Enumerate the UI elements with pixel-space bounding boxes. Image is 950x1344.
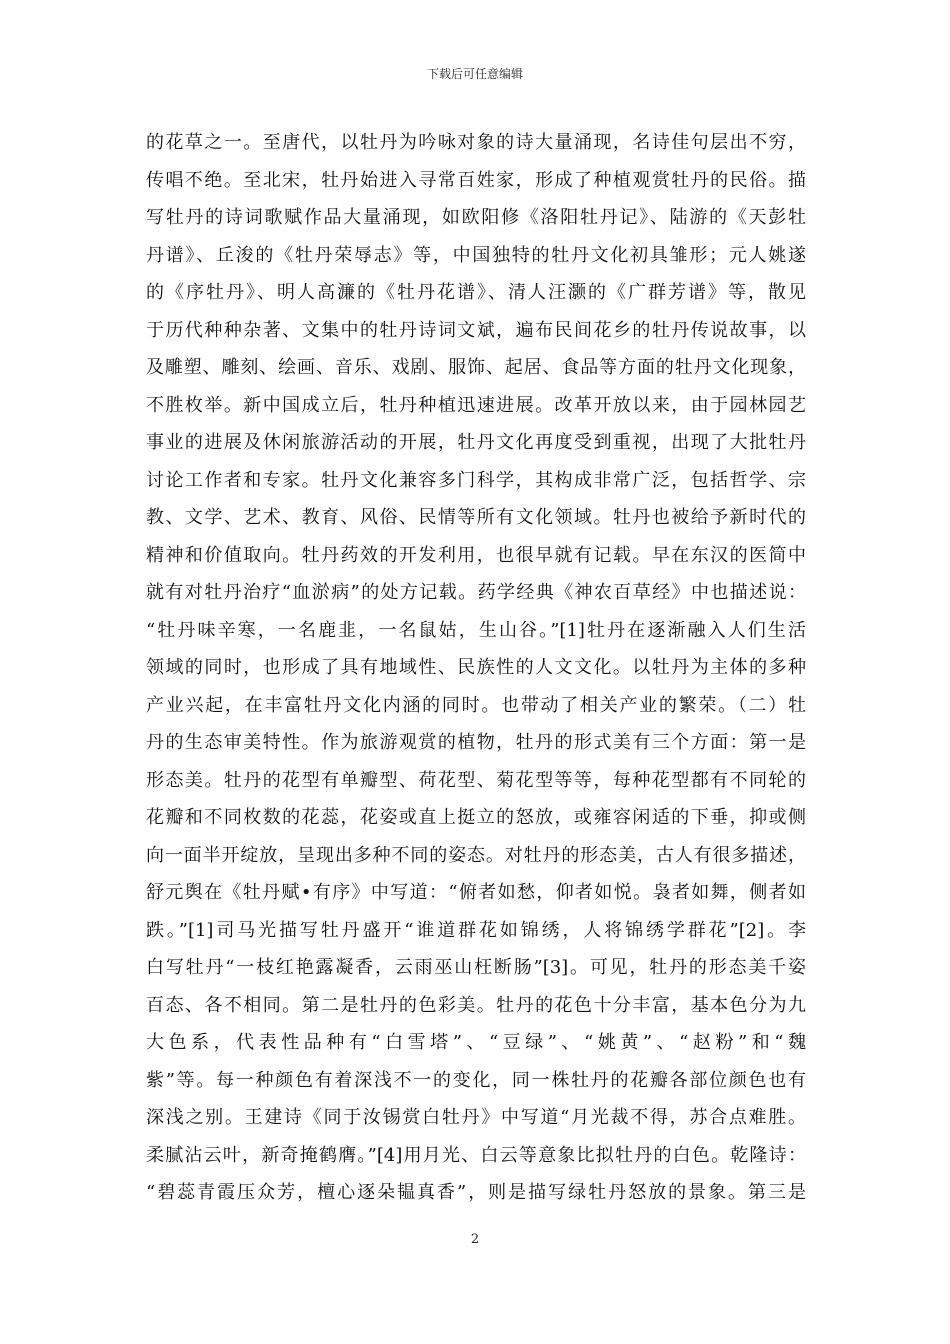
text-line: 的《序牡丹》、明人高濂的《牡丹花谱》、清人汪灏的《广群芳谱》等，散见	[146, 282, 806, 303]
text-line: 形态美。牡丹的花型有单瓣型、荷花型、菊花型等等，每种花型都有不同轮的	[146, 769, 806, 791]
text-line: 的花草之一。至唐代，以牡丹为吟咏对象的诗大量涌现，名诗佳句层出不穷，	[146, 132, 806, 153]
text-line: 丹的生态审美特性。作为旅游观赏的植物，牡丹的形式美有三个方面：第一是	[146, 732, 806, 753]
text-line: 领域的同时，也形成了具有地域性、民族性的人文文化。以牡丹为主体的多种	[146, 657, 806, 678]
text-line: “牡丹味辛寒，一名鹿韭，一名鼠姑，生山谷。”[1]牡丹在逐渐融入人们生活	[146, 619, 806, 641]
text-line: 深浅之别。王建诗《同于汝锡赏白牡丹》中写道“月光裁不得，苏合点难胜。	[146, 1107, 806, 1128]
page-number: 2	[470, 1232, 480, 1247]
text-line: 传唱不绝。至北宋，牡丹始进入寻常百姓家，形成了种植观赏牡丹的民俗。描	[146, 169, 806, 191]
text-line: “碧蕊青霞压众芳，檀心逐朵韫真香”，则是描写绿牡丹怒放的景象。第三是	[146, 1182, 806, 1203]
page-header: 下载后可任意编辑	[426, 67, 523, 81]
text-line: 跌。”[1]司马光描写牡丹盛开“谁道群花如锦绣，人将锦绣学群花”[2]。李	[146, 919, 806, 941]
text-line: 于历代种种杂著、文集中的牡丹诗词文斌，遍布民间花乡的牡丹传说故事，以	[146, 319, 806, 341]
text-line: 就有对牡丹治疗“血淤病”的处方记载。药学经典《神农百草经》中也描述说：	[146, 582, 806, 603]
text-line: 教、文学、艺术、教育、风俗、民情等所有文化领域。牡丹也被给予新时代的	[146, 507, 806, 528]
text-line: 不胜枚举。新中国成立后，牡丹种植迅速进展。改革开放以来，由于园林园艺	[146, 394, 806, 416]
text-line: 向一面半开绽放，呈现出多种不同的姿态。对牡丹的形态美，古人有很多描述，	[146, 844, 806, 866]
text-line: 舒元舆在《牡丹赋•有序》中写道：“俯者如愁，仰者如悦。袅者如舞，侧者如	[146, 882, 806, 903]
text-line: 精神和价值取向。牡丹药效的开发利用，也很早就有记载。早在东汉的医简中	[146, 544, 806, 566]
text-line: 丹谱》、丘浚的《牡丹荣辱志》等，中国独特的牡丹文化初具雏形；元人姚遂	[146, 244, 806, 266]
text-line: 大色系，代表性品种有“白雪塔”、“豆绿”、“姚黄”、“赵粉”和“魏	[146, 1032, 806, 1053]
text-line: 白写牡丹“一枝红艳露凝香，云雨巫山枉断肠”[3]。可见，牡丹的形态美千姿	[146, 957, 806, 978]
text-line: 产业兴起，在丰富牡丹文化内涵的同时。也带动了相关产业的繁荣。（二）牡	[146, 694, 806, 716]
text-line: 事业的进展及休闲旅游活动的开展，牡丹文化再度受到重视，出现了大批牡丹	[146, 432, 806, 453]
text-line: 讨论工作者和专家。牡丹文化兼容多门科学，其构成非常广泛，包括哲学、宗	[146, 469, 806, 491]
text-line: 花瓣和不同枚数的花蕊，花姿或直上挺立的怒放，或雍容闲适的下垂，抑或侧	[146, 807, 806, 828]
body-text	[146, 124, 806, 1212]
text-line: 紫”等。每一种颜色有着深浅不一的变化，同一株牡丹的花瓣各部位颜色也有	[146, 1069, 806, 1091]
text-line: 柔腻沾云叶，新奇掩鹤膺。”[4]用月光、白云等意象比拟牡丹的白色。乾隆诗：	[146, 1144, 806, 1166]
text-line: 百态、各不相同。第二是牡丹的色彩美。牡丹的花色十分丰富，基本色分为九	[146, 994, 806, 1016]
text-line: 及雕塑、雕刻、绘画、音乐、戏剧、服饰、起居、食品等方面的牡丹文化现象，	[146, 357, 806, 378]
text-line: 写牡丹的诗词歌赋作品大量涌现，如欧阳修《洛阳牡丹记》、陆游的《天彭牡	[146, 207, 806, 228]
